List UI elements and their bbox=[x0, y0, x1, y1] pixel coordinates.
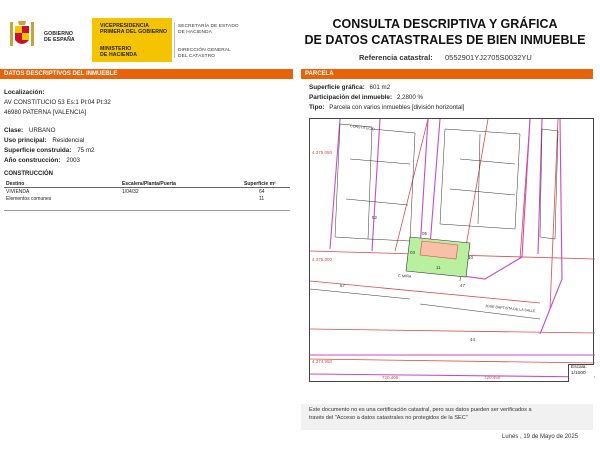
header-divider bbox=[174, 22, 175, 58]
descriptive-data-bar: DATOS DESCRIPTIVOS DEL INMUEBLE bbox=[0, 69, 293, 79]
superficie-label: Superficie construida: bbox=[4, 147, 72, 154]
uso-row bbox=[4, 137, 84, 144]
cell-destino: Elementos comunes bbox=[6, 196, 52, 202]
reference-value: 0552901YJ2705S0032YU bbox=[445, 53, 532, 62]
title-line-1: CONSULTA DESCRIPTIVA Y GRÁFICA bbox=[332, 17, 558, 31]
coord-y2: 4.375.000 bbox=[312, 257, 333, 262]
scale-value: 1/1000 bbox=[571, 371, 586, 376]
participacion-value: 2,2800 % bbox=[396, 94, 423, 101]
government-header bbox=[6, 18, 290, 62]
street-label-constitucio: CONSTITUCIO bbox=[349, 124, 375, 132]
superficie-value: 75 m2 bbox=[77, 147, 95, 154]
verification-note bbox=[301, 404, 593, 430]
cell-destino: VIVIENDA bbox=[6, 189, 30, 195]
clase-row bbox=[4, 127, 55, 134]
tipo-row bbox=[309, 104, 464, 111]
anio-row bbox=[4, 157, 80, 164]
secretaria-text: SECRETARÍA DE ESTADO DE HACIENDA bbox=[178, 24, 239, 35]
sup-grafica-row bbox=[309, 84, 390, 91]
anio-label: Año construcción: bbox=[4, 157, 61, 164]
street-label-miña: C MIÑA bbox=[397, 274, 412, 279]
header-superficie: Superficie m² bbox=[244, 181, 276, 187]
header-destino: Destino bbox=[6, 181, 25, 187]
direccion-text: DIRECCIÓN GENERAL DEL CATASTRO bbox=[178, 48, 231, 59]
parcela-bar: PARCELA bbox=[301, 69, 593, 79]
parcel-label: 11 bbox=[436, 265, 441, 270]
coord-x1: 720.400 bbox=[382, 375, 399, 380]
anio-value: 2003 bbox=[66, 157, 80, 164]
cadastral-map[interactable] bbox=[309, 118, 594, 382]
table-divider bbox=[4, 210, 290, 211]
clase-label: Clase: bbox=[4, 127, 24, 134]
uso-value: Residencial bbox=[52, 137, 85, 144]
coat-of-arms-icon bbox=[10, 20, 34, 52]
parcel-label: 05 bbox=[422, 231, 428, 236]
construccion-title: CONSTRUCCIÓN bbox=[4, 171, 53, 177]
address-line-2: 46980 PATERNA [VALENCIA] bbox=[4, 109, 87, 116]
sup-grafica-value: 601 m2 bbox=[369, 84, 391, 91]
note-line-1: Este documento no es una certificación catastral, pero sus datos pueden ser verificados a bbox=[309, 407, 532, 413]
clase-value: URBANO bbox=[28, 127, 56, 134]
cell-superficie: 64 bbox=[259, 189, 265, 195]
note-line-2: través del "Acceso a datos catastrales no protegidos de la SEC" bbox=[309, 415, 468, 421]
coord-y3: 4.374.950 bbox=[312, 359, 333, 364]
document-title bbox=[300, 16, 590, 48]
cell-superficie: 11 bbox=[259, 196, 265, 202]
parcel-label: 44 bbox=[470, 337, 476, 342]
parcel-label: 57 bbox=[340, 283, 346, 288]
map-scale bbox=[568, 364, 594, 382]
table-row bbox=[4, 196, 290, 203]
parcel-label: 52 bbox=[372, 215, 378, 220]
parcel-label: 03 bbox=[410, 250, 416, 255]
issue-date: Lunes , 19 de Mayo de 2025 bbox=[502, 434, 579, 440]
gobierno-text: GOBIERNO DE ESPAÑA bbox=[44, 31, 75, 43]
construccion-table bbox=[4, 181, 290, 203]
table-row bbox=[4, 189, 290, 196]
uso-label: Uso principal: bbox=[4, 137, 47, 144]
tipo-value: Parcela con varios inmuebles [división horizontal] bbox=[329, 104, 465, 111]
participacion-label: Participación del inmueble: bbox=[309, 94, 393, 101]
parcel-label: 47 bbox=[460, 283, 466, 288]
ministerio-text: MINISTERIO DE HACIENDA bbox=[100, 46, 138, 58]
title-line-2: DE DATOS CATASTRALES DE BIEN INMUEBLE bbox=[304, 33, 586, 47]
localizacion-label: Localización: bbox=[4, 89, 45, 96]
table-header-row bbox=[4, 181, 290, 188]
street-label-salle: JOSE BAPTISTA DE LA SALLE bbox=[484, 304, 536, 314]
coord-y1: 4.375.050 bbox=[312, 150, 333, 155]
cell-escalera: 1/04/32 bbox=[122, 189, 139, 195]
reference-label: Referencia catastral: bbox=[359, 53, 433, 62]
address-line-1: AV CONSTITUCIO 53 Es:1 Pl:04 Pt:32 bbox=[4, 99, 111, 106]
map-canvas[interactable] bbox=[310, 119, 595, 383]
vicepresidencia-text: VICEPRESIDENCIA PRIMERA DEL GOBIERNO bbox=[100, 23, 168, 35]
header-escalera: Escalera/Planta/Puerta bbox=[122, 181, 176, 187]
participacion-row bbox=[309, 94, 423, 101]
sup-grafica-label: Superficie gráfica: bbox=[309, 84, 365, 91]
scale-label: Escala: bbox=[571, 365, 587, 370]
building-outlines bbox=[310, 124, 558, 319]
tipo-label: Tipo: bbox=[309, 104, 325, 111]
coord-x2: 720.450 bbox=[484, 375, 501, 380]
parcel-label: 10 bbox=[468, 255, 474, 260]
superficie-row bbox=[4, 147, 94, 154]
